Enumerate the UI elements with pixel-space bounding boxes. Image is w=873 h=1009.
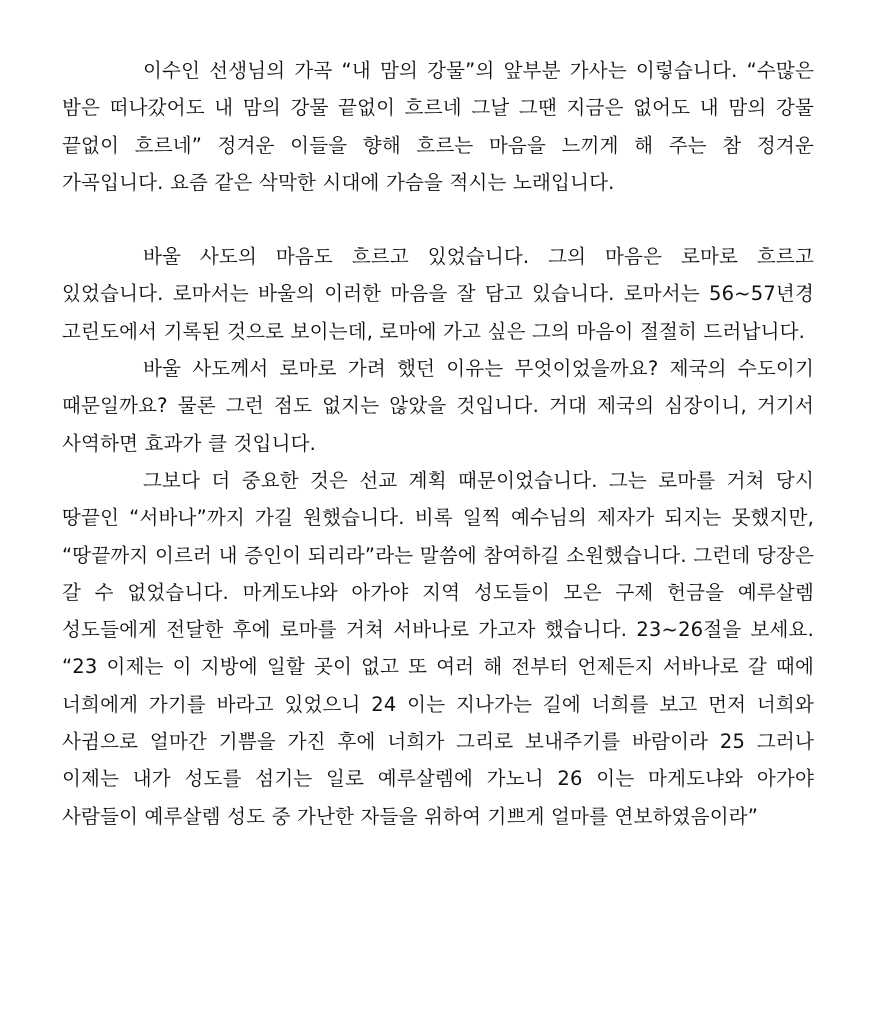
paragraph-mission-plan: 그보다 더 중요한 것은 선교 계획 때문이었습니다. 그는 로마를 거쳐 당시 땅끝인 “서바나”까지 가길 원했습니다. 비록 일찍 예수님의 제자가 되지는 못했지만, “땅끝까지 이르러 내 증인이 되리라”라는 말씀에 참여하길 소원했습니다. 그런데 당장은 갈 수 없었습니다. 마게도냐와 아가야 지역 성도들이 모은 구제 헌금을 예루살렘 성도들에게 전달한 후에 로마를 거쳐 서바나로 가고자 했습니다. 23~26절을 보세요. “23 이제는 이 지방에 일할 곳이 없고 또 여러 해 전부터 언제든지 서바나로 갈 때에 너희에게 가기를 바라고 있었으니 24 이는 지나가는 길에 너희를 보고 먼저 너희와 사귐으로 얼마간 기쁨을 가진 후에 너희가 그리로 보내주기를 바람이라 25 그러나 이제는 내가 성도를 섬기는 일로 예루살렘에 가노니 26 이는 마게도냐와 아가야 사람들이 예루살렘 성도 중 가난한 자들을 위하여 기쁘게 얼마를 연보하였음이라” — [62, 468, 814, 828]
paragraph-intro: 이수인 선생님의 가곡 “내 맘의 강물”의 앞부분 가사는 이렇습니다. “수많은 밤은 떠나갔어도 내 맘의 강물 끝없이 흐르네 그날 그땐 지금은 없어도 내 맘의 강물 끝없이 흐르네” 정겨운 이들을 향해 흐르는 마음을 느끼게 해 주는 참 정겨운 가곡입니다. 요즘 같은 삭막한 시대에 가슴을 적시는 노래입니다. — [62, 59, 814, 194]
paragraph-reason: 바울 사도께서 로마로 가려 했던 이유는 무엇이었을까요? 제국의 수도이기 때문일까요? 물론 그런 점도 없지는 않았을 것입니다. 거대 제국의 심장이니, 거기서 사역하면 효과가 클 것입니다. — [62, 357, 814, 455]
paragraph-paul-heart: 바울 사도의 마음도 흐르고 있었습니다. 그의 마음은 로마로 흐르고 있었습니다. 로마서는 바울의 이러한 마음을 잘 담고 있습니다. 로마서는 56~57년경 고린도에서 기록된 것으로 보이는데, 로마에 가고 싶은 그의 마음이 절절히 드러납니다. — [62, 245, 814, 343]
document-page — [62, 52, 814, 835]
paragraph-spacer — [62, 201, 814, 238]
